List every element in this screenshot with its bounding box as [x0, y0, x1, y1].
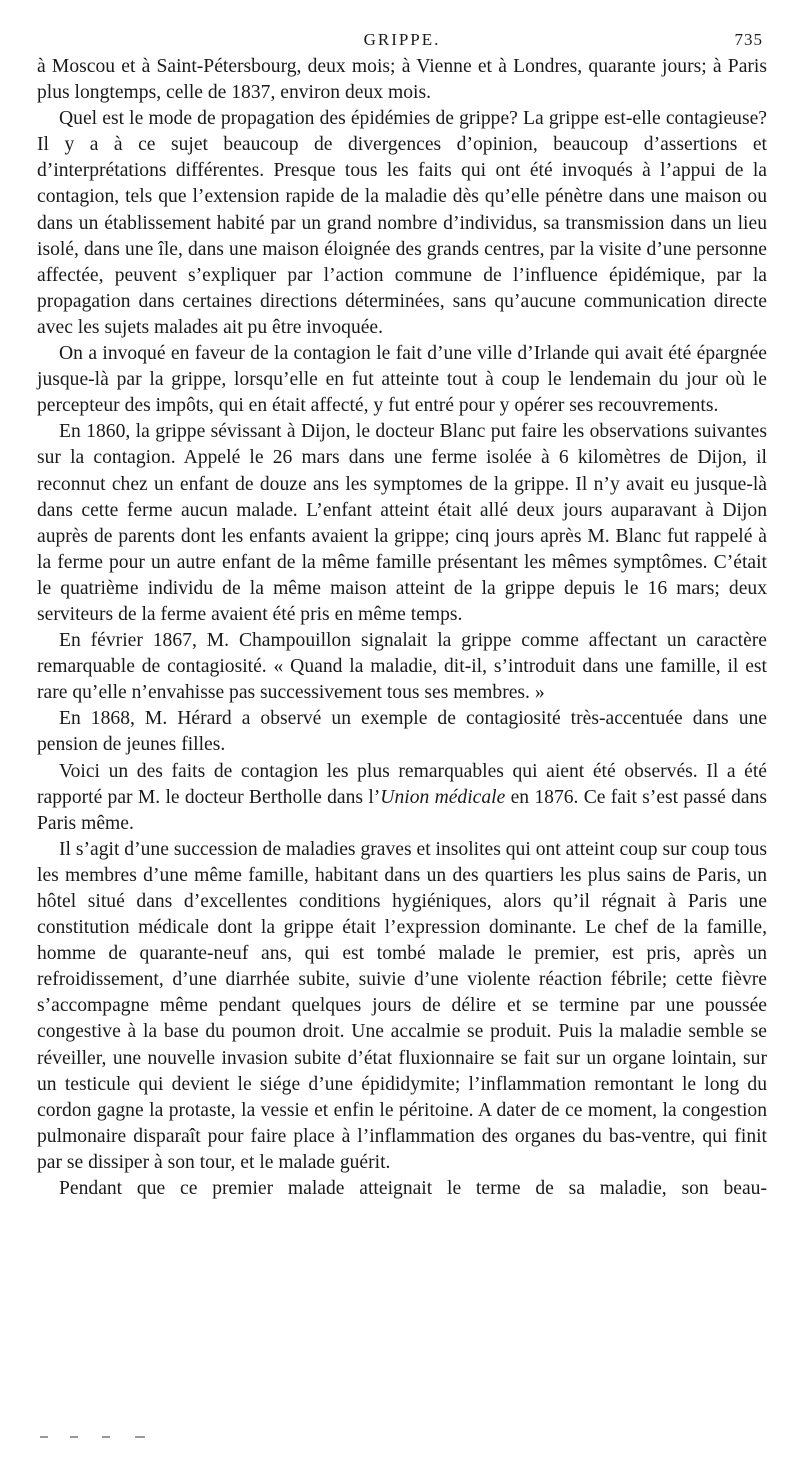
page-number: 735 [734, 30, 763, 49]
scan-artifact-marks [40, 1436, 180, 1440]
paragraph: En 1868, M. Hérard a observé un exemple de contagiosité très-accentuée dans une pension de jeunes filles. [37, 708, 767, 756]
paragraph: Pendant que ce premier malade atteignait le terme de sa maladie, son beau- [59, 1178, 767, 1200]
paragraph-text: en 1876. Ce fait s’est passé dans Paris même. [37, 786, 768, 834]
journal-title: Union médicale [380, 786, 506, 808]
running-head [37, 24, 767, 54]
book-page [37, 24, 767, 1202]
scan-mark [70, 1436, 78, 1438]
paragraph: On a invoqué en faveur de la contagion le fait d’une ville d’Irlande qui avait été épargnée jusque-là par la grippe, lorsqu’elle en fut atteinte tout à coup le lendemain du jour où le percepteur des impôts, qui en était affecté, y fut entré pour y opérer ses recouvrements. [37, 343, 767, 417]
paragraph: En février 1867, M. Champouillon signalait la grippe comme affectant un caractère remarquable de contagiosité. « Quand la maladie, dit-il, s’introduit dans une famille, il est rare qu’elle n’envahisse pas successivement tous ses membres. » [37, 630, 767, 704]
paragraph-text: Voici un des faits de contagion les plus remarquables qui aient été observés. Il a été rapporté par M. le docteur Bertholle dans l’ [37, 760, 767, 808]
paragraph: En 1860, la grippe sévissant à Dijon, le docteur Blanc put faire les observations suivantes sur la contagion. Appelé le 26 mars dans une ferme isolée à 6 kilomètres de Dijon, il reconnut chez un enfant de douze ans les symptomes de la grippe. Il n’y avait eu jusque-là dans cette ferme aucun malade. L’enfant atteint était allé deux jours auparavant à Dijon auprès de parents dont les enfants avaient la grippe; cinq jours après M. Blanc fut rappelé à la ferme pour un autre enfant de la même famille présentant les mêmes symptômes. C’était le quatrième individu de la même maison atteint de la grippe depuis le 16 mars; deux serviteurs de la ferme avaient été pris en même temps. [37, 421, 767, 625]
scan-mark [135, 1436, 145, 1438]
paragraph [37, 759, 767, 837]
paragraph: à Moscou et à Saint-Pétersbourg, deux mois; à Vienne et à Londres, quarante jours; à Paris plus longtemps, celle de 1837, environ deux mois. [37, 56, 767, 104]
running-title: GRIPPE. [363, 30, 441, 49]
paragraph: Il s’agit d’une succession de maladies graves et insolites qui ont atteint coup sur coup tous les membres d’une même famille, habitant dans un des quartiers les plus sains de Paris, un hôtel situé dans d’excellentes conditions hygiéniques, alors qu’il régnait à Paris une constitution médicale dont la grippe était l’expression dominante. Le chef de la famille, homme de quarante-neuf ans, qui est tombé malade le premier, est pris, après un refroidissement, d’une diarrhée subite, suivie d’une violente réaction fébrile; cette fièvre s’accompagne même pendant quelques jours de délire et se termine par une poussée congestive à la base du poumon droit. Une accalmie se produit. Puis la maladie semble se réveiller, une nouvelle invasion subite d’état fluxionnaire se fait sur un organe lointain, sur un testicule qui devient le siége d’une épididymite; l’inflammation remontant le long du cordon gagne la protaste, la vessie et enfin le péritoine. A dater de ce moment, la congestion pulmonaire disparaît pour faire place à l’inflammation des organes du bas-ventre, qui finit par se dissiper à son tour, et le malade guérit. [37, 838, 767, 1173]
scan-mark [40, 1436, 48, 1438]
paragraph: Quel est le mode de propagation des épidémies de grippe? La grippe est-elle contagieuse? Il y a à ce sujet beaucoup de divergences d’opinion, beaucoup d’assertions et d’interprétations différentes. Presque tous les faits qui ont été invoqués à l’appui de la contagion, tels que l’extension rapide de la maladie dès qu’elle pénètre dans une maison ou dans un établissement habité par un grand nombre d’individus, sa transmission dans un lieu isolé, dans une île, dans une maison éloignée des grands centres, par la visite d’une personne affectée, peuvent s’expliquer par l’action commune de l’influence épidémique, par la propagation dans certaines directions déterminées, sans qu’aucune communication directe avec les sujets malades ait pu être invoquée. [37, 108, 767, 338]
scan-mark [102, 1436, 110, 1438]
body-text [37, 54, 767, 1202]
